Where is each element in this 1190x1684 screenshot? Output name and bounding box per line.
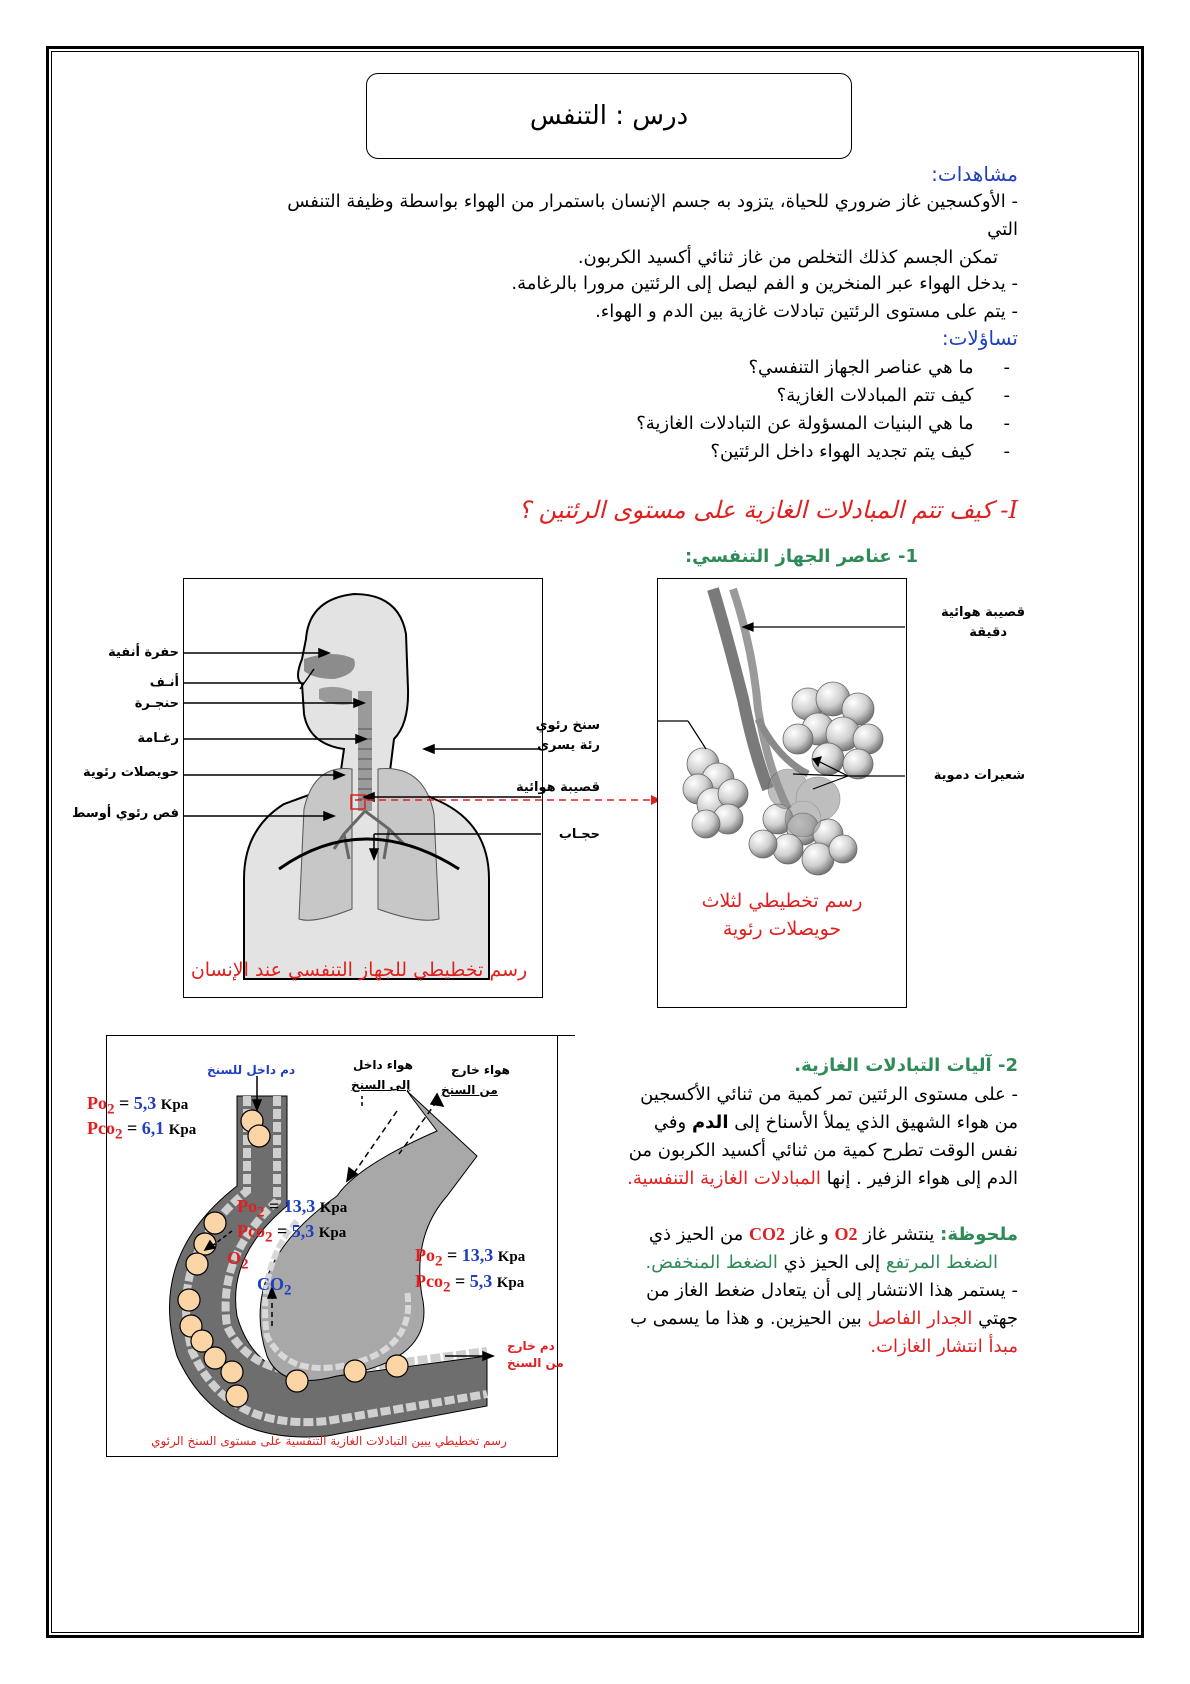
label-left-lung: رئة يسرى	[537, 738, 600, 753]
label-bronchiole: قصيبة هوائية	[515, 780, 600, 795]
label-trachea: رغـامة	[137, 731, 179, 746]
questions-list	[636, 354, 1010, 466]
gas-exchange-caption: رسم تخطيطي يبين التبادلات الغازية التنفسية على مستوى السنخ الرئوي	[151, 1434, 507, 1448]
reading-po2-out: $Po_2 = 13,3$ Kpa	[415, 1245, 526, 1270]
gas-exchange-figure	[87, 1035, 564, 1457]
observations-line1: - الأوكسجين غاز ضروري للحياة، يتزود به جسم الإنسان باستمرار من الهواء بواسطة وظيفة التنفس	[287, 191, 1018, 212]
reading-pco2-in: Pco$_2$ = 6,1 Kpa	[87, 1118, 197, 1143]
observations-line4: - يتم على مستوى الرئتين تبادلات غازية بين الدم و الهواء.	[595, 301, 1018, 322]
questions-heading: تساؤلات:	[941, 326, 1018, 350]
label-blood-out-1: دم خارج	[507, 1339, 555, 1353]
observations-line3: - يدخل الهواء عبر المنخرين و الفم ليصل إلى الرئتين مرورا بالرغامة.	[511, 273, 1018, 294]
reading-po2-alveolus: $Po_2 = 13,3$ Kpa	[237, 1196, 348, 1221]
reading-pco2-out: Pco$_2$ = 5,3 Kpa	[415, 1271, 525, 1296]
label-nose: أنـف	[149, 675, 179, 690]
label-air-in-2: إلى السنخ	[351, 1078, 411, 1092]
question-item: -ما هي البنيات المسؤولة عن التبادلات الغازية؟	[636, 413, 1010, 434]
label-o2: $O_2$	[227, 1248, 249, 1273]
page-title: درس : التنفس	[366, 73, 852, 159]
link-arrow	[355, 793, 665, 807]
question-item: -كيف يتم تجديد الهواء داخل الرئتين؟	[710, 441, 1010, 462]
part2-text: - على مستوى الرئتين تمر كمية من ثنائي الأكسجين من هواء الشهيق الذي يملأ الأسناخ إلى الدم وفي نفس الوقت تطرح كمية من ثنائي أكسيد الكربون من الدم إلى هواء الزفير . إنها المبادلات الغازية التنفسية.	[627, 1084, 1018, 1189]
observations-heading: مشاهدات:	[931, 162, 1018, 186]
question-item: -كيف تتم المبادلات الغازية؟	[776, 385, 1010, 406]
divider-line	[558, 1035, 575, 1036]
part2-note: ملحوظة: ينتشر غاز O2 و غاز CO2 من الحيز ذي الضغط المرتفع إلى الحيز ذي الضغط المنخفض. - يستمر هذا الانتشار إلى أن يتعادل ضغط الغاز من جهتي الجدار الفاصل بين الحيزين. و هذا ما يسمى ب مبدأ انتشار الغازات.	[630, 1224, 1018, 1357]
observations-line1b: التي	[987, 219, 1018, 240]
label-air-out-1: هواء خارج	[451, 1063, 510, 1077]
label-co2: $CO_2$	[257, 1274, 292, 1299]
part1-heading: I- كيف تتم المبادلات الغازية على مستوى الرئتين ؟	[518, 496, 1018, 524]
label-blood-out-2: من السنخ	[507, 1356, 564, 1370]
respiratory-figure-caption: رسم تخطيطي للجهاز التنفسي عند الإنسان	[190, 959, 528, 981]
question-item: -ما هي عناصر الجهاز التنفسي؟	[748, 357, 1010, 378]
respiratory-system-illustration	[184, 579, 541, 996]
reading-po2-in: $Po_2 = 5,3$ Kpa	[87, 1093, 189, 1118]
label-air-out-2: من السنخ	[441, 1083, 498, 1097]
label-middle-lobe: فص رئوي أوسط	[72, 806, 179, 821]
part1-subheading: 1- عناصر الجهاز التنفسي:	[684, 546, 918, 567]
label-alveoli: حويصلات رئوية	[83, 765, 179, 780]
alveoli-figure-caption: رسم تخطيطي لثلاث حويصلات رئوية	[701, 890, 863, 940]
label-alveolus: سنخ رئوي	[535, 718, 600, 733]
respiratory-system-figure	[183, 578, 543, 998]
label-blood-in: دم داخل للسنخ	[207, 1063, 296, 1077]
label-fine-bronchiole: قصيبة هوائية	[940, 605, 1025, 620]
reading-pco2-alveolus: Pco$_2$ = 5,3 Kpa	[237, 1221, 347, 1246]
label-capillaries: شعيرات دموية	[933, 768, 1025, 783]
observations-line2: تمكن الجسم كذلك التخلص من غاز ثنائي أكسيد الكربون.	[577, 247, 998, 268]
label-larynx: حنجـرة	[134, 696, 179, 711]
alveoli-figure	[657, 578, 907, 1008]
label-nasal-cavity: حفرة أنفية	[108, 645, 179, 660]
label-fine-bronchiole-2: دقيقة	[969, 625, 1007, 640]
label-diaphragm: حجـاب	[558, 827, 600, 842]
part2-heading: 2- آليات التبادلات الغازية.	[794, 1055, 1018, 1076]
label-air-in-1: هواء داخل	[353, 1058, 413, 1072]
